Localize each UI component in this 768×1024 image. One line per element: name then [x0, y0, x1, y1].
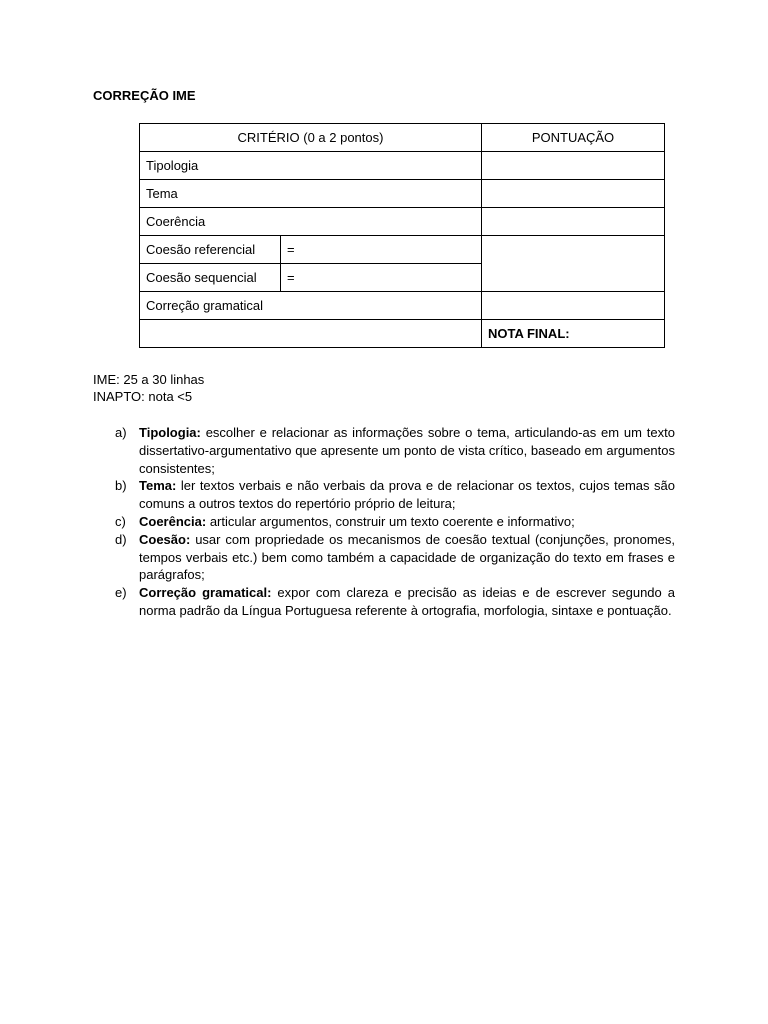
- grading-table: [139, 123, 665, 348]
- criteria-text: usar com propriedade os mecanismos de coesão textual (conjunções, pronomes, tempos verbais etc.) bem como também a capacidade de organização do texto em frases e parágrafos;: [139, 531, 675, 583]
- table-row: [140, 180, 665, 208]
- criteria-text: ler textos verbais e não verbais da prova e de relacionar os textos, cujos temas são comuns a outros textos do repertório próprio de leitura;: [139, 478, 675, 512]
- row-correcao-gramatical: Correção gramatical: [140, 292, 482, 320]
- criteria-term: Tema:: [139, 478, 177, 494]
- table-header-row: [140, 124, 665, 152]
- coesao-sequencial-eq: =: [281, 264, 482, 292]
- criteria-term: Correção gramatical:: [139, 585, 272, 601]
- table-row: [140, 292, 665, 320]
- header-criterio: CRITÉRIO (0 a 2 pontos): [140, 124, 482, 152]
- criteria-term: Coerência:: [139, 513, 207, 529]
- info-line-inapto: INAPTO: nota <5: [93, 389, 193, 404]
- criteria-term: Coesão:: [139, 531, 191, 547]
- list-item: [115, 531, 675, 584]
- row-tema: Tema: [140, 180, 482, 208]
- list-marker: b): [115, 478, 127, 494]
- coesao-referencial-eq: =: [281, 236, 482, 264]
- score-tema: [482, 180, 665, 208]
- criteria-text: articular argumentos, construir um texto coerente e informativo;: [206, 513, 575, 529]
- score-tipologia: [482, 152, 665, 180]
- table-row-total: [140, 320, 665, 348]
- table-row: [140, 208, 665, 236]
- nota-final-label: NOTA FINAL:: [482, 320, 665, 348]
- list-marker: a): [115, 425, 127, 440]
- row-coesao-sequencial: Coesão sequencial: [140, 264, 281, 292]
- list-item: [115, 424, 675, 477]
- info-line-ime: IME: 25 a 30 linhas: [93, 372, 205, 387]
- criteria-list: [115, 424, 675, 620]
- list-item: [115, 513, 675, 531]
- header-pontuacao: PONTUAÇÃO: [482, 124, 665, 152]
- criteria-term: Tipologia:: [139, 425, 201, 440]
- score-coerencia: [482, 208, 665, 236]
- score-coesao: [482, 236, 665, 292]
- score-correcao-gramatical: [482, 292, 665, 320]
- total-blank-cell: [140, 320, 482, 348]
- list-marker: c): [115, 513, 126, 529]
- list-item: [115, 477, 675, 513]
- row-coerencia: Coerência: [140, 208, 482, 236]
- criteria-text: escolher e relacionar as informações sobre o tema, articulando-as em um texto dissertativo-argumentativo que apresente um ponto de vista crítico, baseado em argumentos consistentes;: [139, 425, 675, 476]
- info-block: [93, 371, 204, 405]
- row-coesao-referencial: Coesão referencial: [140, 236, 281, 264]
- table-row: [140, 152, 665, 180]
- list-marker: d): [115, 531, 127, 547]
- row-tipologia: Tipologia: [140, 152, 482, 180]
- page-title: CORREÇÃO IME: [93, 88, 196, 103]
- criteria-text: expor com clareza e precisão as ideias e de escrever segundo a norma padrão da Língua Portuguesa referente à ortografia, morfologia, sintaxe e pontuação.: [139, 585, 675, 618]
- table-row: [140, 236, 665, 264]
- list-item: [115, 584, 675, 620]
- list-marker: e): [115, 585, 127, 601]
